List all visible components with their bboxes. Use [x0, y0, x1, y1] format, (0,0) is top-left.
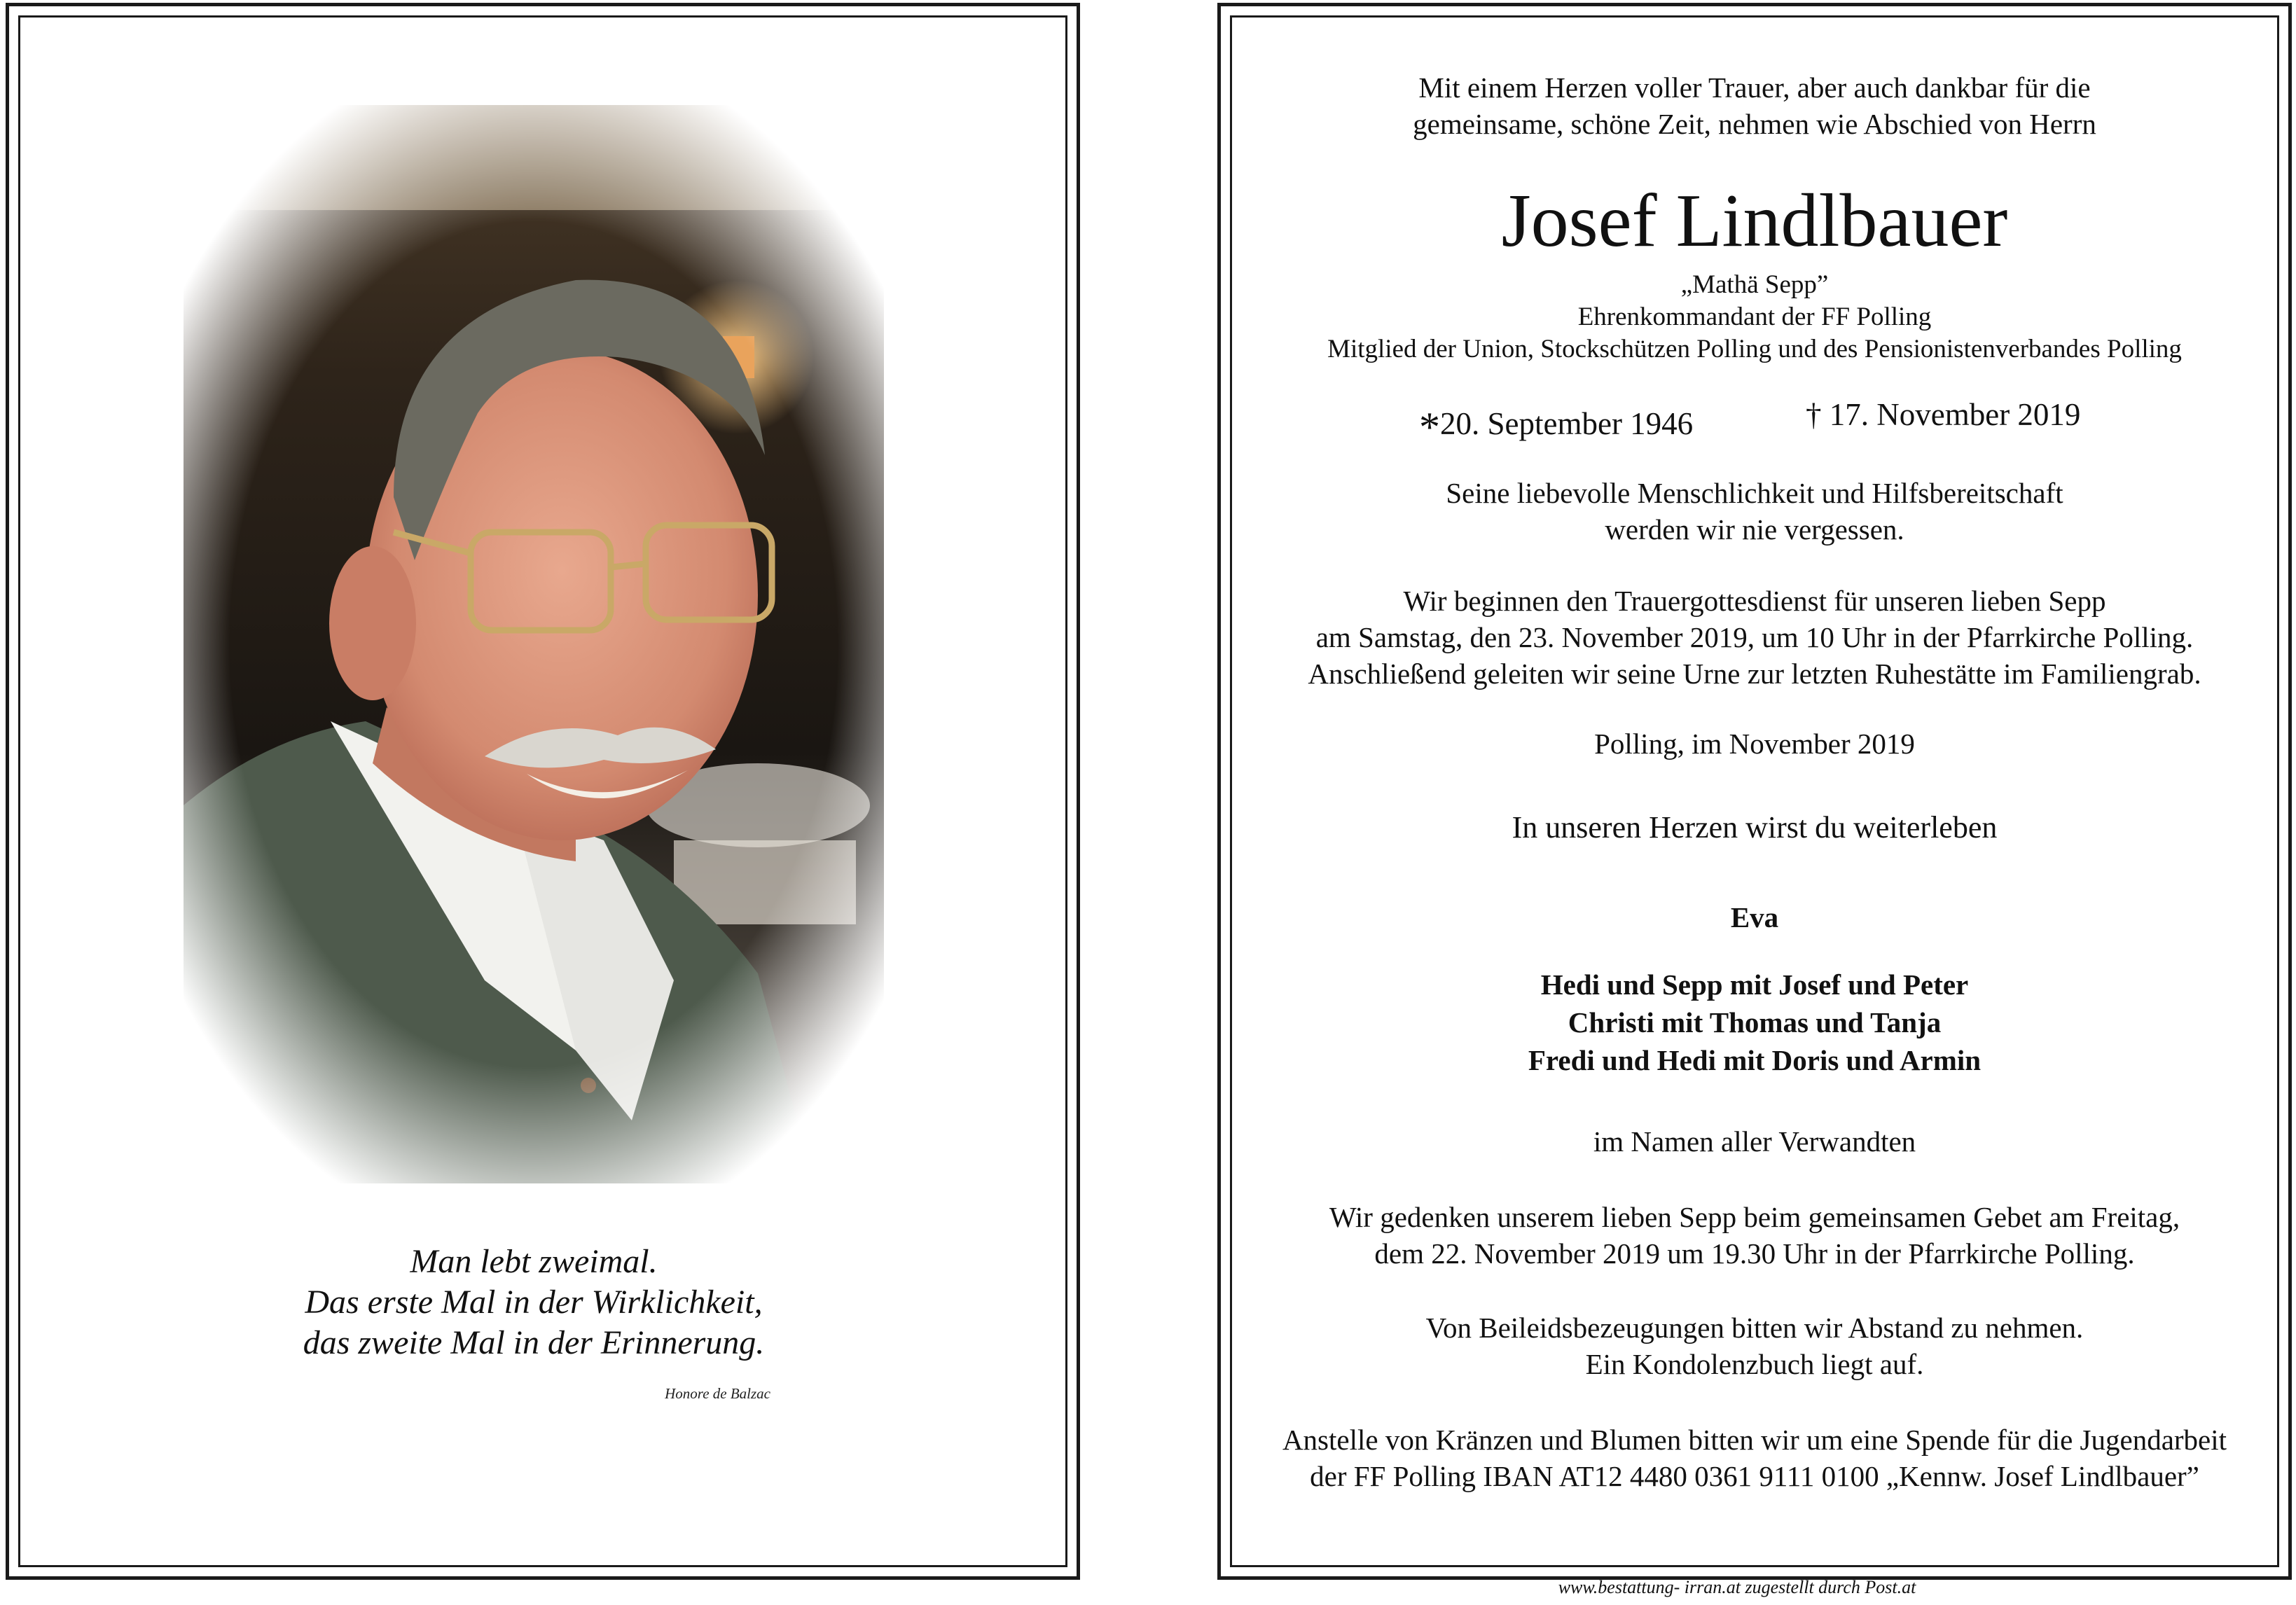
- quote-author: Honore de Balzac: [665, 1385, 770, 1402]
- birth-date: 20. September 1946: [1440, 406, 1694, 441]
- death-date: 17. November 2019: [1829, 397, 2081, 432]
- prayer-line-1: Wir gedenken unserem lieben Sepp beim gemeinsamen Gebet am Freitag,: [1329, 1201, 2180, 1233]
- death-date-group: [1806, 396, 2080, 433]
- service-line-3: Anschließend geleiten wir seine Urne zur letzten Ruhestätte im Familiengrab.: [1308, 658, 2201, 690]
- portrait-photo: [184, 105, 884, 1183]
- relatives: im Namen aller Verwandten: [1593, 1125, 1916, 1158]
- condolence-line-1: Von Beileidsbezeugungen bitten wir Abstand zu nehmen.: [1425, 1312, 2084, 1344]
- death-cross-icon: †: [1806, 397, 1822, 432]
- birth-star-icon: *: [1419, 404, 1440, 450]
- quote-line-1: Man lebt zweimal.: [410, 1243, 658, 1280]
- farewell: In unseren Herzen wirst du weiterleben: [1512, 810, 1998, 845]
- quote-line-2: Das erste Mal in der Wirklichkeit,: [305, 1284, 763, 1321]
- spouse-name: Eva: [1730, 901, 1779, 933]
- family-line-2: Christi mit Thomas und Tanja: [1568, 1006, 1942, 1038]
- donation-line-2: der FF Polling IBAN AT12 4480 0361 9111 0100 „Kennw. Josef Lindlbauer”: [1310, 1460, 2199, 1492]
- nickname: „Mathä Sepp”: [1680, 270, 1829, 299]
- service-line-2: am Samstag, den 23. November 2019, um 10 Uhr in der Pfarrkirche Polling.: [1315, 621, 2194, 653]
- footer-source: www.bestattung- irran.at zugestellt durch Post.at: [1558, 1577, 1916, 1597]
- birth-date-group: [1419, 396, 1694, 450]
- quote-line-3: das zweite Mal in der Erinnerung.: [303, 1324, 765, 1361]
- memory-line-2: werden wir nie vergessen.: [1605, 513, 1904, 546]
- deceased-name: Josef Lindlbauer: [1501, 179, 2008, 263]
- family-line-1: Hedi und Sepp mit Josef und Peter: [1540, 968, 1969, 1001]
- condolence-line-2: Ein Kondolenzbuch liegt auf.: [1585, 1348, 1924, 1380]
- service-line-1: Wir beginnen den Trauergottesdienst für unseren lieben Sepp: [1403, 585, 2106, 617]
- intro-line-1: Mit einem Herzen voller Trauer, aber auch dankbar für die: [1418, 71, 2091, 104]
- place-date: Polling, im November 2019: [1594, 728, 1915, 760]
- memory-line-1: Seine liebevolle Menschlichkeit und Hilfsbereitschaft: [1446, 477, 2063, 509]
- donation-line-1: Anstelle von Kränzen und Blumen bitten wir um eine Spende für die Jugendarbeit: [1282, 1424, 2227, 1456]
- role-line-2: Mitglied der Union, Stockschützen Polling und des Pensionistenverbandes Polling: [1327, 335, 2182, 363]
- family-line-3: Fredi und Hedi mit Doris und Armin: [1528, 1044, 1982, 1076]
- prayer-line-2: dem 22. November 2019 um 19.30 Uhr in der Pfarrkirche Polling.: [1374, 1237, 2135, 1270]
- intro-line-2: gemeinsame, schöne Zeit, nehmen wie Abschied von Herrn: [1413, 108, 2096, 140]
- role-line-1: Ehrenkommandant der FF Polling: [1577, 303, 1932, 331]
